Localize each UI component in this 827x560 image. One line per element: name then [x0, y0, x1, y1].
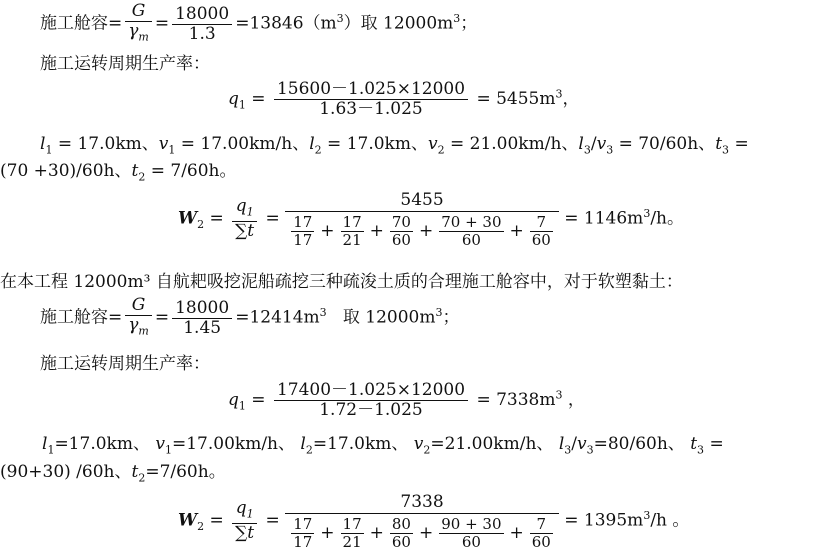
- capacity-result: =12414m: [235, 307, 320, 328]
- production-heading-1: 施工运转周期生产率：: [40, 54, 210, 74]
- w2-fraction: 5455 $\frac{17}{17}$ + $\frac{17}{21}$ + $\frac{70}{60}$ + $\frac{70 + 30}{60}$ + $\frac{7}{60}$: [285, 189, 559, 249]
- capacity-label: 施工舱容=: [40, 307, 123, 328]
- section-text: 在本工程 12000m³ 自航耙吸挖泥船疏挖三种疏浚土质的合理施工舱容中，对于软塑黏土：: [0, 272, 683, 292]
- production-heading-2: 施工运转周期生产率：: [40, 354, 210, 374]
- q1-formula-1: $q_1$ = $\frac{15600-1.025\times 12000}{1.63-1.025}$ = $5455m^3$，: [228, 79, 580, 119]
- params-line-2: $l_1=17.0km$、 $v_1=17.00km/h$、 $l_2=17.0km$、 $v_2=21.00km/h$、 $l_3/v_3=80/60h$、 $t_3$ =: [42, 434, 724, 457]
- capacity-fraction: $\frac{18000}{1.3}$: [172, 5, 232, 44]
- q-over-sum-t: $\frac{q_1}{\sum t}$: [232, 197, 257, 241]
- capacity-take: ）取 12000m: [343, 13, 454, 34]
- params-line-2b: (90+30) /60h、$t_2=7/60h$。: [0, 462, 226, 485]
- capacity-fraction: $\frac{18000}{1.45}$: [172, 299, 232, 338]
- capacity-result: =13846（m: [235, 13, 337, 34]
- g-over-gamma: $\frac{G}{\gamma_m}$: [125, 2, 152, 46]
- capacity-formula-2: 施工舱容= $\frac{G}{\gamma_m}$ = $\frac{18000}{1.45}$ $=12414m^3$ 取 $12000m^3$；: [40, 296, 459, 340]
- w2-formula-1: $W_2$ = $\frac{q_1}{\sum t}$ = 5455 $\frac{17}{17}$ + $\frac{17}{21}$ + $\frac{70}{60}$ + $\frac{70 + 30}{60}$ + $\frac{7}{60}$ = $1146m^3/h$。: [178, 190, 684, 249]
- capacity-label: 施工舱容=: [40, 13, 123, 34]
- params-line-1b: (70 +30)/60h、$t_2 = 7/60h$。: [0, 161, 237, 184]
- q-over-sum-t: $\frac{q_1}{\sum t}$: [232, 499, 257, 543]
- q1-formula-2: $q_1$ = $\frac{17400-1.025\times 12000}{1.72-1.025}$ = $7338m^3$ ，: [228, 380, 585, 420]
- q1-fraction: $\frac{17400-1.025\times 12000}{1.72-1.025}$: [274, 381, 468, 420]
- params-line-1: $l_1 = 17.0km$、$v_1 = 17.00km/h$、$l_2 = 17.0km$、$v_2 = 21.00km/h$、$l_3/v_3 = 70/60h$、$t_3$ =: [40, 134, 749, 157]
- q1-result: = 5455m: [476, 89, 556, 109]
- capacity-take: 取 12000m: [342, 307, 436, 328]
- w2-formula-2: $W_2$ = $\frac{q_1}{\sum t}$ = 7338 $\frac{17}{17}$ + $\frac{17}{21}$ + $\frac{80}{60}$ + $\frac{90 + 30}{60}$ + $\frac{7}{60}$ = $1395m^3/h$ 。: [178, 492, 690, 551]
- g-over-gamma: $\frac{G}{\gamma_m}$: [125, 296, 152, 340]
- w2-fraction: 7338 $\frac{17}{17}$ + $\frac{17}{21}$ + $\frac{80}{60}$ + $\frac{90 + 30}{60}$ + $\frac{7}{60}$: [285, 491, 559, 551]
- w2-result: = 1395m: [564, 510, 644, 531]
- w2-result: = 1146m: [564, 208, 644, 229]
- q1-fraction: $\frac{15600-1.025\times 12000}{1.63-1.025}$: [274, 80, 468, 119]
- capacity-formula-1: 施工舱容= $\frac{G}{\gamma_m}$ = $\frac{18000}{1.3}$ $=13846(m^3)$取 $12000m^3$；: [40, 2, 477, 46]
- q1-result: = 7338m: [476, 390, 556, 410]
